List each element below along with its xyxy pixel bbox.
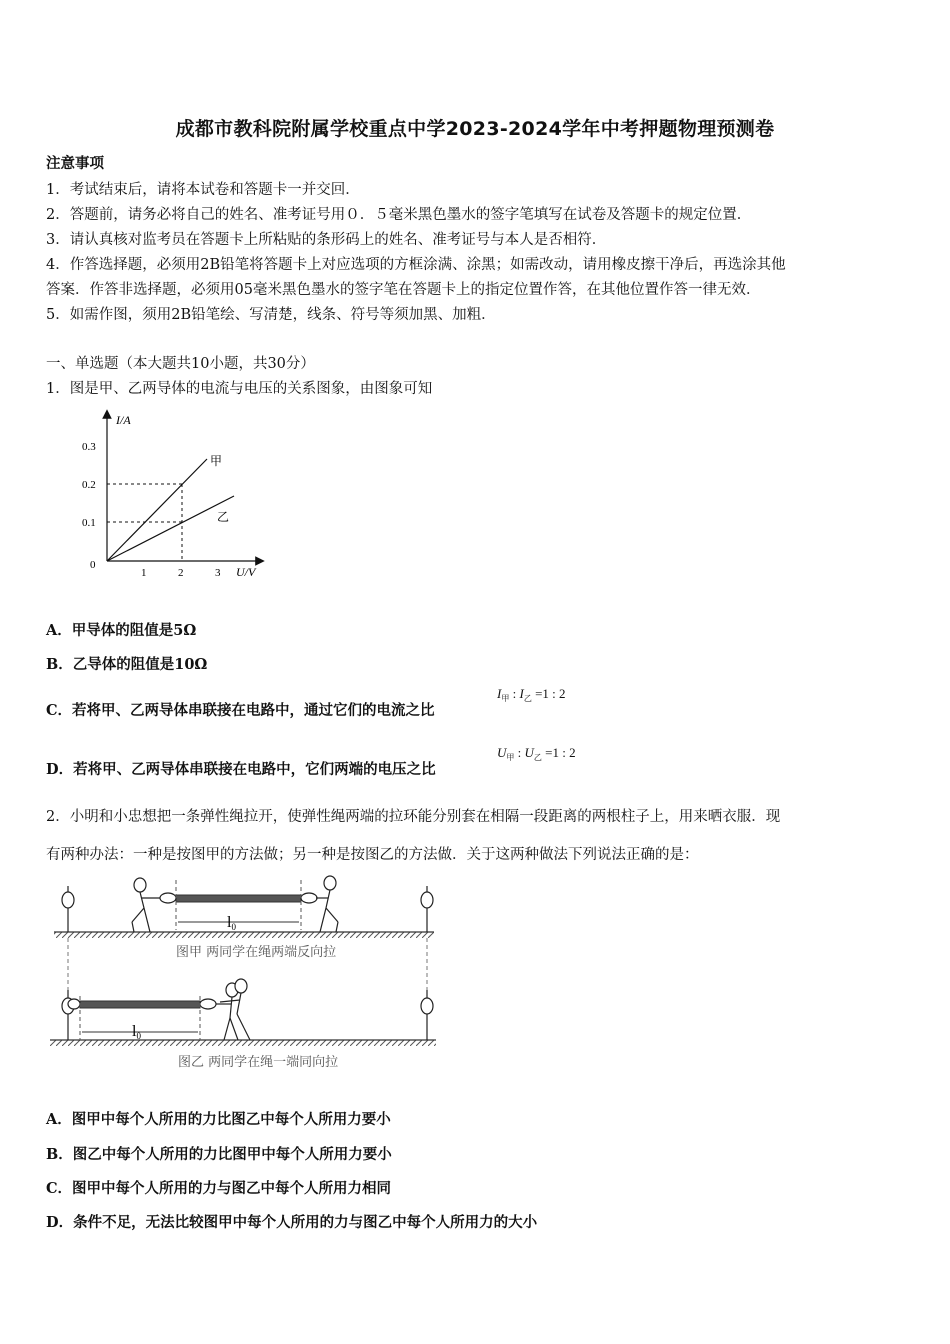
caption-jia: 图甲 两同学在绳两端反向拉 <box>176 945 337 960</box>
y-tick-label: 0.2 <box>82 479 96 491</box>
rope-bottom <box>80 1001 200 1008</box>
question-1-stem: 1．图是甲、乙两导体的电流与电压的关系图象，由图象可知 <box>46 381 433 397</box>
notice-item: 5．如需作图，须用2B铅笔绘、写清楚，线条、符号等须加黑、加粗． <box>46 307 496 323</box>
line-jia <box>107 459 207 561</box>
rope-ring <box>200 999 216 1009</box>
q1-formula-d: $U_甲$ : $U_乙 =1$ : 2 <box>497 745 576 762</box>
q1-option-b: B．乙导体的阻值是10Ω <box>46 656 208 673</box>
question-2-stem-line2: 有两种办法：一种是按图甲的方法做；另一种是按图乙的方法做．关于这两种做法下列说法正确的是： <box>46 847 699 863</box>
section-heading: 一、单选题（本大题共10小题，共30分） <box>46 356 315 372</box>
q2-option-a: A．图甲中每个人所用的力比图乙中每个人所用力要小 <box>46 1111 391 1128</box>
x-axis-label: U/V <box>236 565 256 579</box>
post-right-top <box>421 886 433 932</box>
x-tick-label: 3 <box>215 567 221 579</box>
ground-top <box>54 932 434 938</box>
page-title: 成都市教科院附属学校重点中学2023-2024学年中考押题物理预测卷 <box>175 118 775 140</box>
caption-yi: 图乙 两同学在绳一端同向拉 <box>178 1055 339 1070</box>
label-jia: 甲 <box>210 454 223 468</box>
post-left-bottom <box>62 990 74 1040</box>
q1-option-d: D．若将甲、乙两导体串联接在电路中，它们两端的电压之比 <box>46 761 436 778</box>
q1-option-a: A．甲导体的阻值是5Ω <box>46 622 197 639</box>
rope-ring <box>160 893 176 903</box>
q1-option-c: C．若将甲、乙两导体串联接在电路中，通过它们的电流之比 <box>46 702 435 719</box>
rope-ring <box>68 999 80 1009</box>
q2-option-b: B．图乙中每个人所用的力比图甲中每个人所用力要小 <box>46 1146 392 1163</box>
rope-figure <box>44 872 444 1072</box>
person-right-top <box>316 876 338 932</box>
label-yi: 乙 <box>217 510 230 524</box>
notice-item: 答案．作答非选择题，必须用05毫米黑色墨水的签字笔在答题卡上的指定位置作答，在其他位置作答一律无效． <box>46 282 761 298</box>
person-left-top <box>132 878 160 932</box>
notice-item: 4．作答选择题，必须用2B铅笔将答题卡上对应选项的方框涂满、涂黑；如需改动，请用橡皮擦干净后，再选涂其他 <box>46 257 786 273</box>
people-bottom <box>216 979 250 1040</box>
q2-option-c: C．图甲中每个人所用的力与图乙中每个人所用力相同 <box>46 1180 392 1197</box>
notice-item: 1．考试结束后，请将本试卷和答题卡一并交回． <box>46 182 360 198</box>
q2-option-d: D．条件不足，无法比较图甲中每个人所用的力与图乙中每个人所用力的大小 <box>46 1214 538 1231</box>
y-tick-label: 0.1 <box>82 517 96 529</box>
ground-bottom <box>50 1040 436 1046</box>
x-tick-label: 2 <box>178 567 184 579</box>
y-axis-label: I/A <box>116 413 131 427</box>
notice-heading: 注意事项 <box>46 155 104 172</box>
notice-item: 3．请认真核对监考员在答题卡上所粘贴的条形码上的姓名、准考证号与本人是否相符． <box>46 232 607 248</box>
q1-formula-c: $I_甲$ : $I_乙 =1$ : 2 <box>497 686 566 703</box>
post-right-bottom <box>421 990 433 1040</box>
rope-top <box>176 895 301 902</box>
origin-label: 0 <box>90 559 96 571</box>
question-2-stem-line1: 2．小明和小忠想把一条弹性绳拉开，使弹性绳两端的拉环能分别套在相隔一段距离的两根柱子上，用来晒衣服．现 <box>46 809 781 825</box>
x-tick-label: 1 <box>141 567 147 579</box>
notice-item: 2．答题前，请务必将自己的姓名、准考证号用０．５毫米黑色墨水的签字笔填写在试卷及答题卡的规定位置． <box>46 207 752 223</box>
length-label-top: l0 <box>227 914 236 932</box>
post-left-top <box>62 886 74 932</box>
y-tick-label: 0.3 <box>82 441 96 453</box>
iu-graph <box>80 408 280 588</box>
length-label-bottom: l0 <box>132 1023 141 1041</box>
line-yi <box>107 496 234 561</box>
rope-ring <box>301 893 317 903</box>
